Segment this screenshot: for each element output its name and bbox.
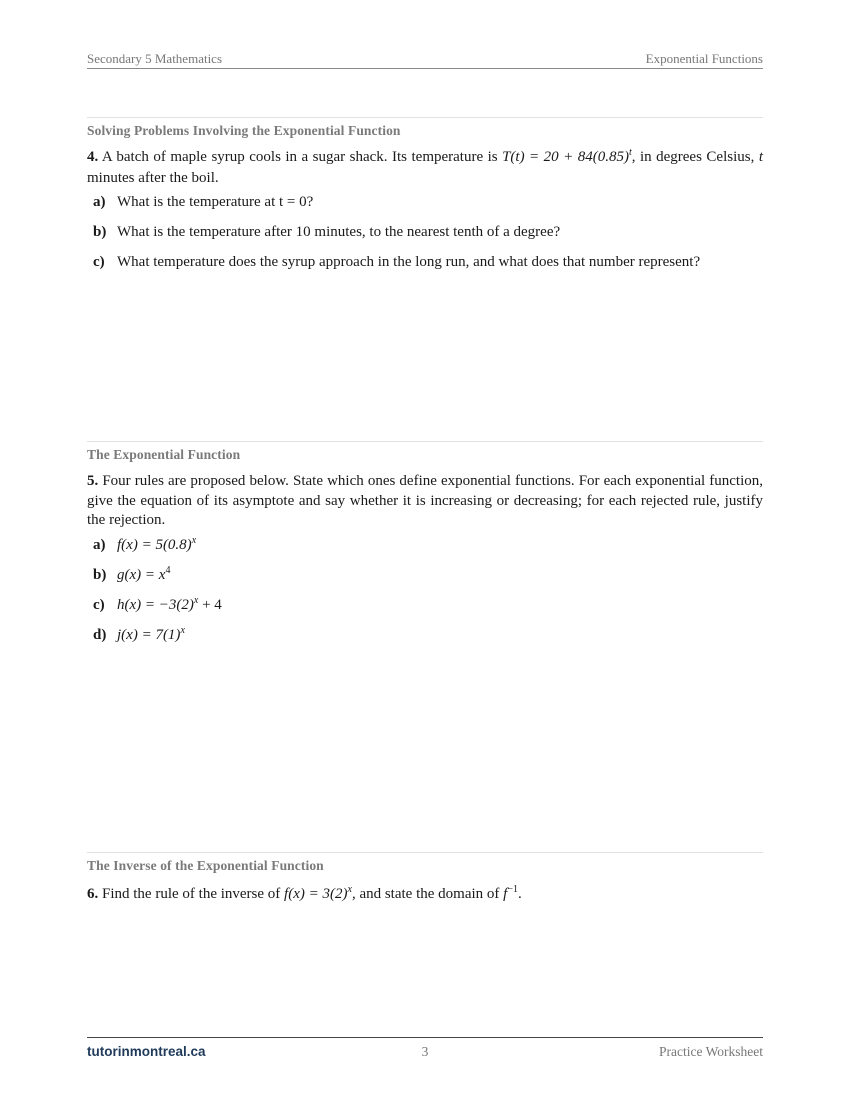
rule-tail: + 4 bbox=[198, 596, 222, 613]
problem-formula-exponent: x bbox=[347, 884, 352, 895]
inverse-symbol: f bbox=[503, 886, 508, 902]
problem-text: , and state the domain of bbox=[351, 886, 504, 902]
page-header bbox=[87, 50, 763, 69]
problem-formula: T(t) = 20 + 84(0.85) bbox=[502, 149, 629, 165]
part-c bbox=[87, 596, 763, 626]
problem-formula: f(x) = 3(2) bbox=[284, 886, 348, 902]
section-title: The Inverse of the Exponential Function bbox=[87, 858, 324, 873]
problem-text: minutes after the boil. bbox=[87, 169, 219, 186]
rule-formula: h(x) = −3(2) bbox=[117, 596, 194, 613]
inverse-exponent: −1 bbox=[507, 884, 518, 895]
problem-number: 6. bbox=[87, 886, 99, 902]
rule-formula: j(x) = 7(1) bbox=[117, 626, 181, 643]
rule-exponent: x bbox=[193, 594, 199, 606]
rule-exponent: x bbox=[180, 624, 185, 636]
part-label: b) bbox=[93, 566, 107, 583]
part-label: c) bbox=[93, 596, 105, 613]
part-label: a) bbox=[93, 536, 106, 553]
section-exponential-function bbox=[87, 441, 763, 656]
part-c bbox=[87, 253, 763, 283]
rule-formula: g(x) = x bbox=[117, 566, 166, 583]
part-text: What is the temperature after 10 minutes, to the nearest tenth of a degree? bbox=[117, 224, 561, 240]
part-d bbox=[87, 626, 763, 656]
problem-number: 4. bbox=[87, 149, 99, 165]
problem-text: Four rules are proposed below. State which ones define exponential functions. For each exponential function, give the equation of its asymptote and say whether it is increasing or decreasing; for each rejected rule, justify the rejection. bbox=[87, 473, 763, 528]
chapter-title: Exponential Functions bbox=[645, 51, 763, 66]
page-footer bbox=[87, 1037, 763, 1064]
section-inverse-function bbox=[87, 852, 763, 906]
problem-text: . bbox=[517, 886, 522, 902]
problem-formula-exponent: t bbox=[628, 147, 632, 158]
problem-number: 5. bbox=[87, 473, 99, 489]
part-a bbox=[87, 193, 763, 223]
problem-6 bbox=[87, 885, 763, 906]
problem-text: A batch of maple syrup cools in a sugar shack. Its temperature is bbox=[101, 149, 503, 165]
problem-parts bbox=[87, 193, 763, 283]
course-title: Secondary 5 Mathematics bbox=[87, 51, 223, 66]
site-link[interactable]: tutorinmontreal.ca bbox=[87, 1044, 206, 1059]
section-title: The Exponential Function bbox=[87, 447, 241, 462]
footer-label: Practice Worksheet bbox=[659, 1044, 763, 1059]
rule-exponent: x bbox=[191, 534, 197, 546]
problem-text: Find the rule of the inverse of bbox=[102, 886, 285, 902]
problem-5 bbox=[87, 472, 763, 531]
section-title: Solving Problems Involving the Exponential Function bbox=[87, 123, 401, 138]
problem-text: , in degrees Celsius, bbox=[631, 149, 759, 165]
part-label: c) bbox=[93, 254, 105, 270]
rule-exponent: 4 bbox=[165, 564, 171, 576]
part-a bbox=[87, 536, 763, 566]
section-solving-problems bbox=[87, 117, 763, 283]
part-label: d) bbox=[93, 626, 107, 643]
part-label: b) bbox=[93, 224, 107, 240]
problem-parts bbox=[87, 536, 763, 656]
rule-formula: f(x) = 5(0.8) bbox=[117, 536, 192, 553]
part-b bbox=[87, 566, 763, 596]
problem-4 bbox=[87, 148, 763, 188]
problem-variable: t bbox=[758, 149, 763, 165]
part-label: a) bbox=[93, 194, 106, 210]
part-b bbox=[87, 223, 763, 253]
page-number: 3 bbox=[421, 1044, 429, 1059]
part-text: What is the temperature at t = 0? bbox=[117, 194, 314, 210]
part-text: What temperature does the syrup approach in the long run, and what does that number represent? bbox=[117, 254, 701, 270]
